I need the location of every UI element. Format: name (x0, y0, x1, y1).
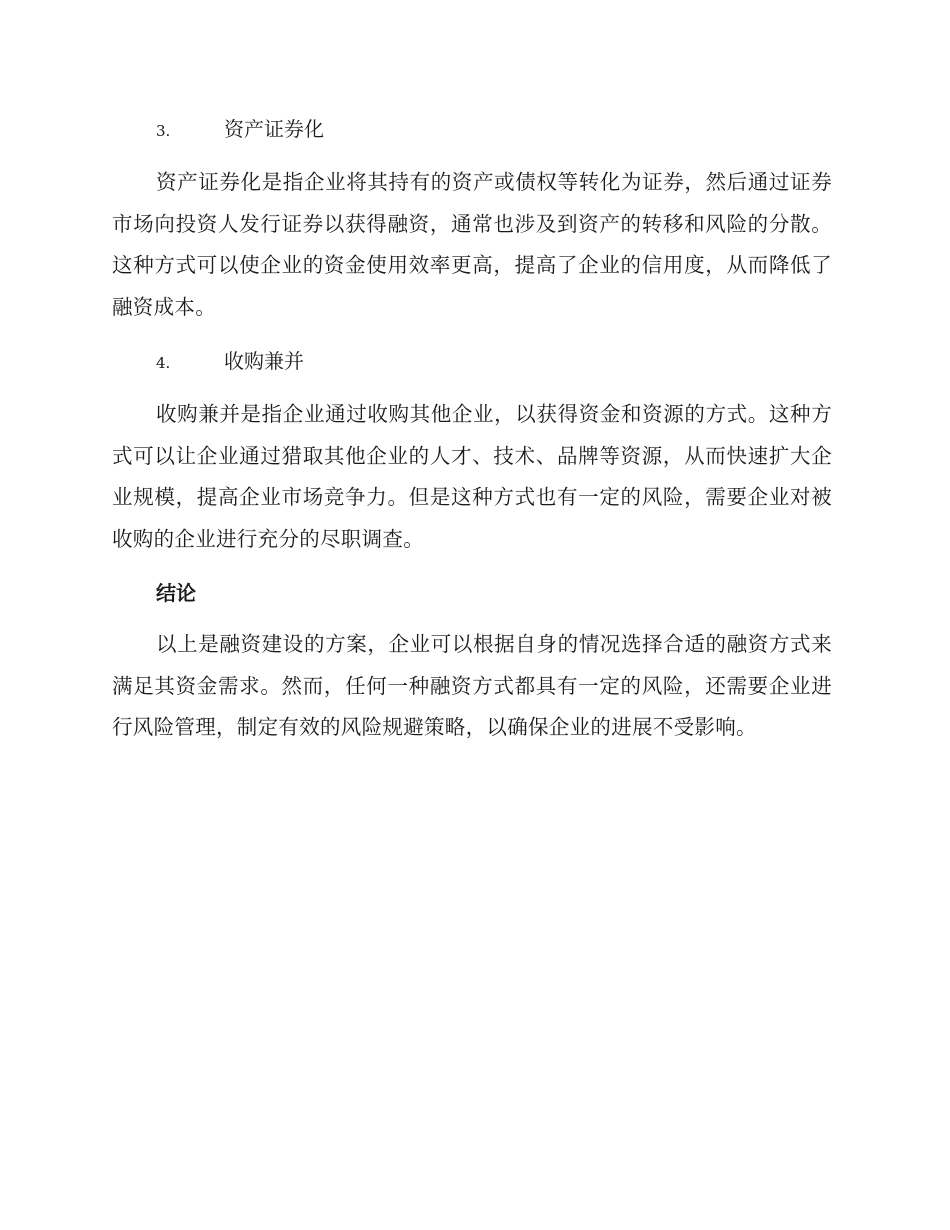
conclusion-heading: 结论 (156, 581, 196, 605)
section-heading-securitization (112, 108, 832, 150)
section-number: 3. (156, 122, 171, 140)
conclusion-paragraph: 以上是融资建设的方案，企业可以根据自身的情况选择合适的融资方式来满足其资金需求。然而，任何一种融资方式都具有一定的风险，还需要企业进行风险管理，制定有效的风险规避策略，以确保企业的进展不受影响。 (112, 632, 832, 739)
section-paragraph-mergers: 收购兼并是指企业通过收购其他企业，以获得资金和资源的方式。这种方式可以让企业通过猎取其他企业的人才、技术、品牌等资源，从而快速扩大企业规模，提高企业市场竞争力。但是这种方式也有一定的风险，需要企业对被收购的企业进行充分的尽职调查。 (112, 402, 832, 551)
section-title: 资产证券化 (224, 117, 324, 141)
section-paragraph-securitization: 资产证券化是指企业将其持有的资产或债权等转化为证券，然后通过证券市场向投资人发行证券以获得融资，通常也涉及到资产的转移和风险的分散。这种方式可以使企业的资金使用效率更高，提高了企业的信用度，从而降低了融资成本。 (112, 170, 832, 319)
section-title: 收购兼并 (224, 349, 304, 373)
section-number: 4. (156, 354, 171, 372)
section-heading-mergers (112, 340, 832, 382)
document-body (112, 108, 832, 761)
